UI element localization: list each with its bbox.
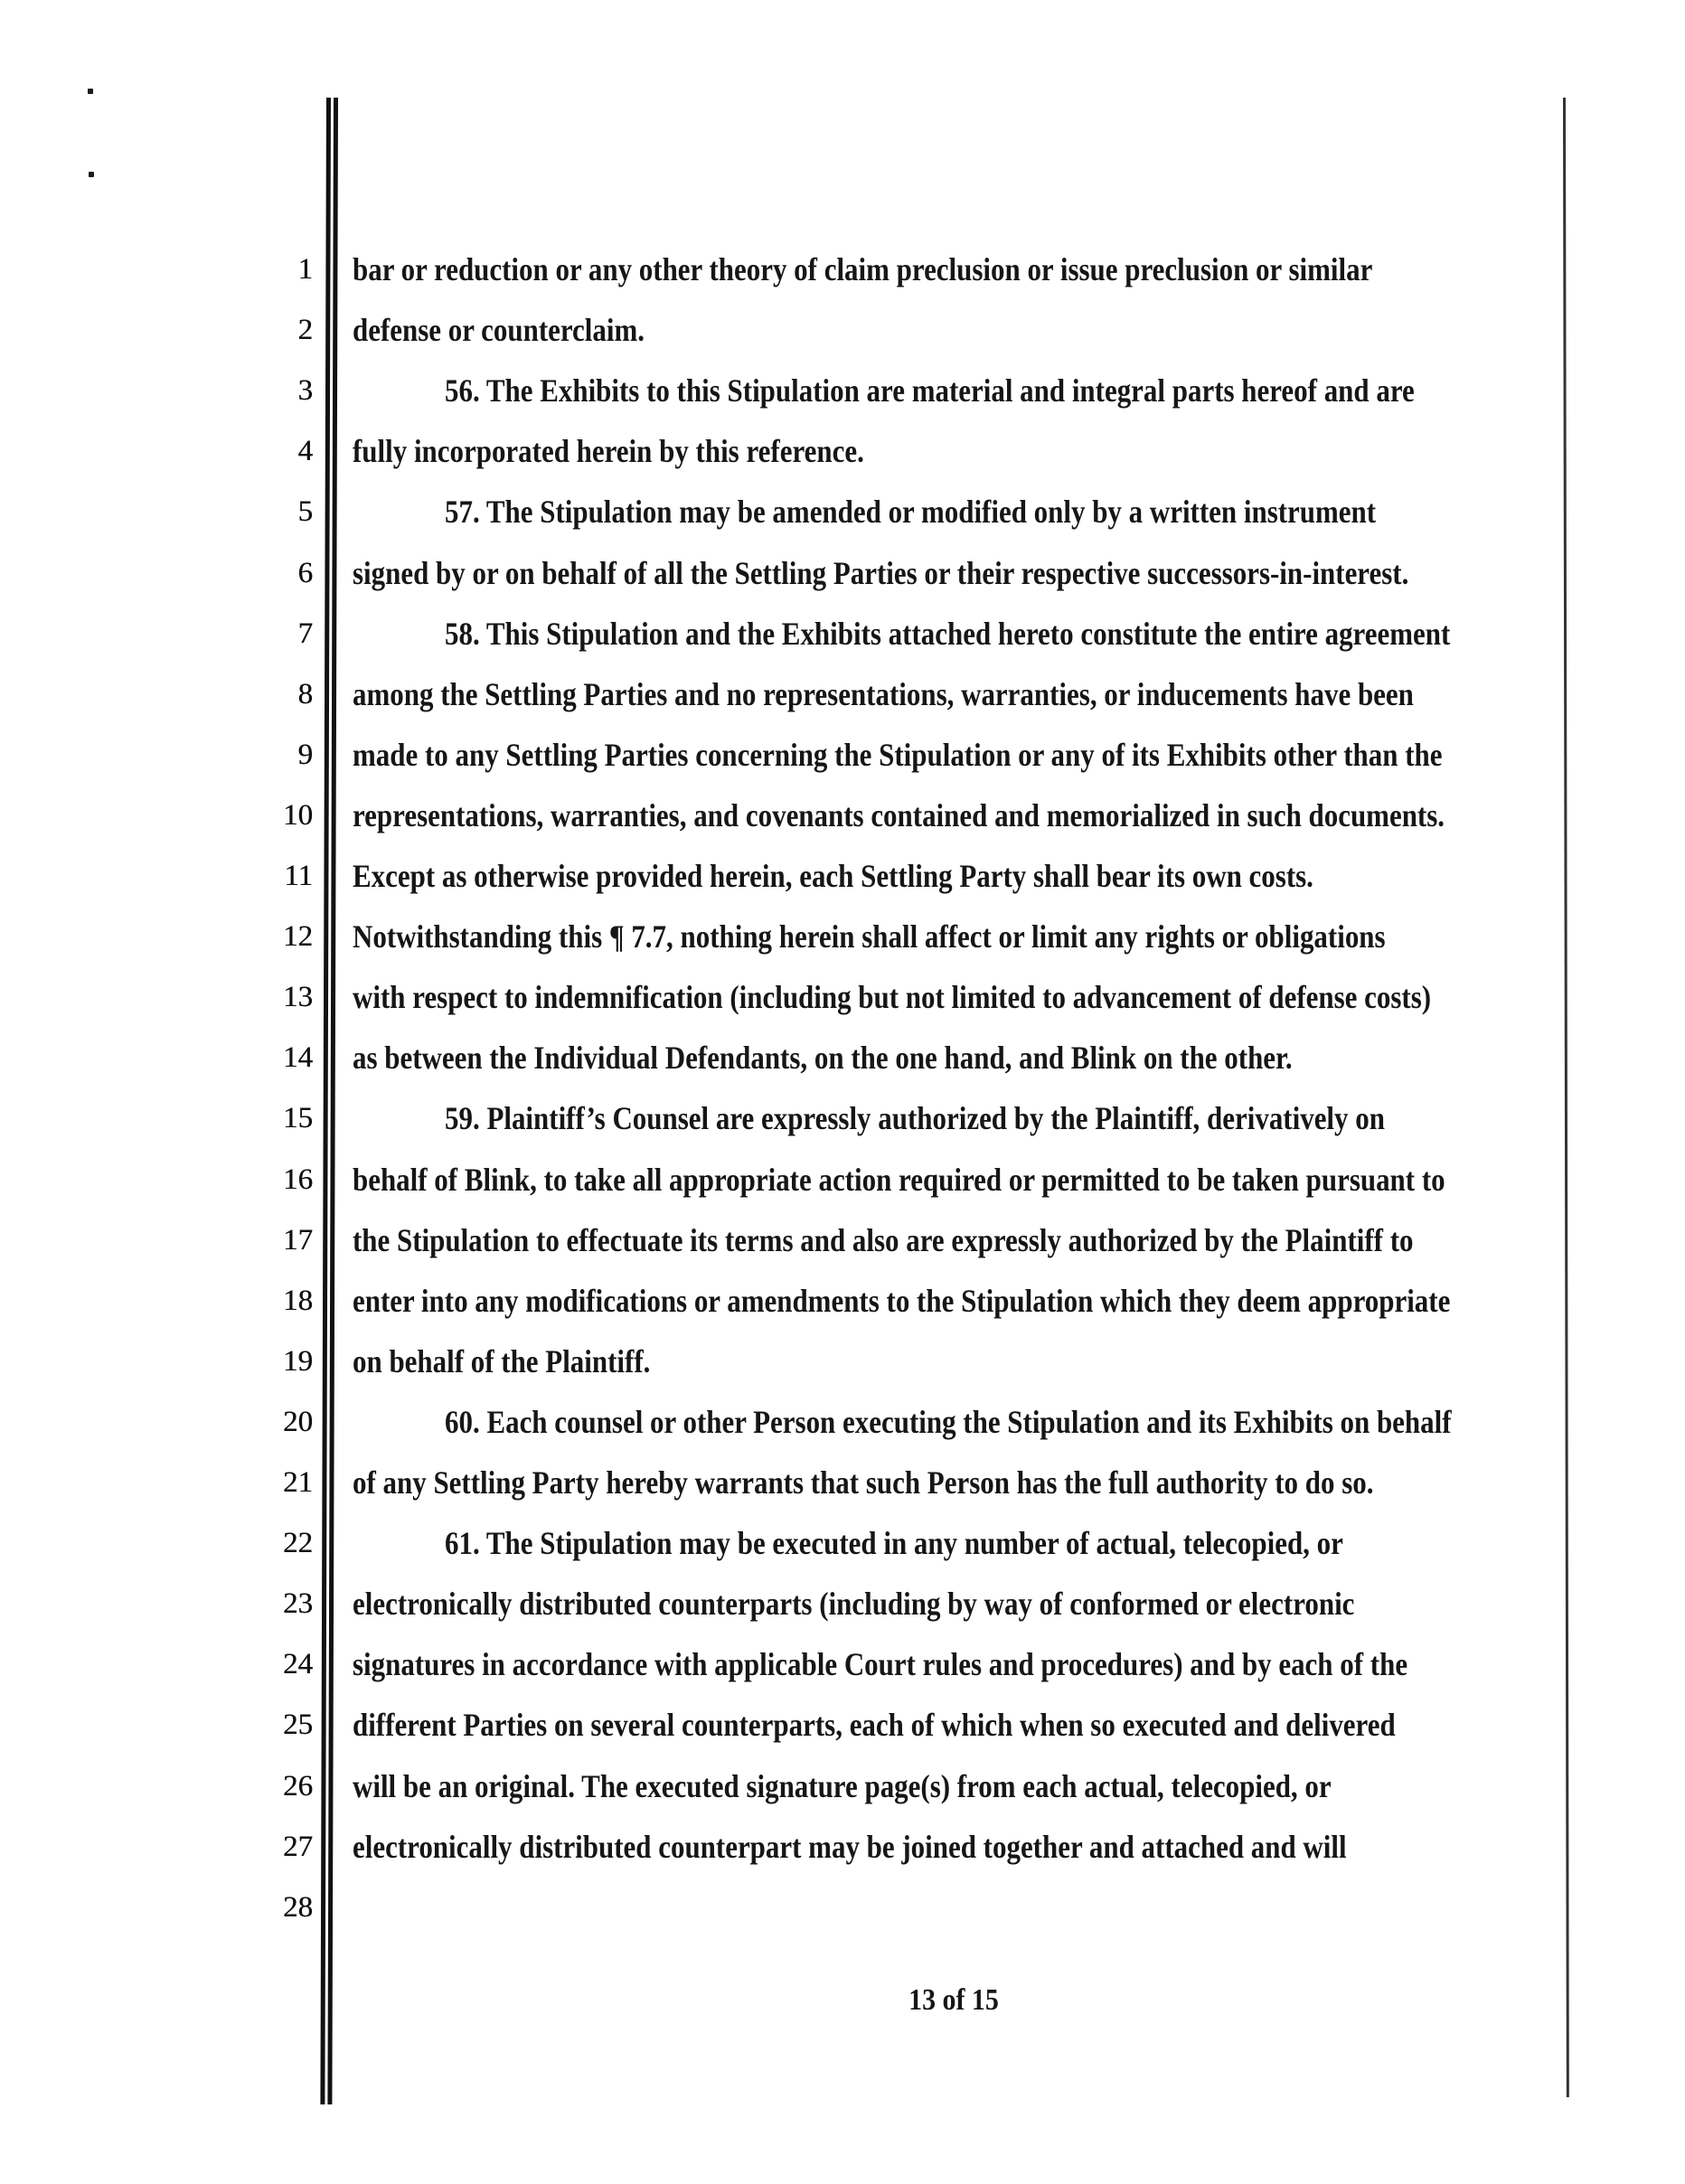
text-line: bar or reduction or any other theory of claim preclusion or issue preclusion or similar (353, 251, 1373, 287)
line-number: 5 (297, 495, 313, 529)
line-number: 26 (283, 1769, 313, 1803)
line-number: 21 (283, 1466, 313, 1499)
line-number: 17 (283, 1223, 313, 1257)
text-line: with respect to indemnification (including but not limited to advancement of defense costs) (353, 979, 1432, 1016)
text-line: as between the Individual Defendants, on the one hand, and Blink on the other. (353, 1040, 1293, 1077)
scan-speck (88, 89, 93, 94)
text-line: electronically distributed counterpart may be joined together and attached and will (353, 1828, 1347, 1865)
line-number: 9 (297, 738, 313, 771)
text-line: representations, warranties, and covenants contained and memorialized in such documents. (353, 796, 1445, 833)
line-number: 28 (283, 1890, 313, 1924)
text-line: signatures in accordance with applicable Court rules and procedures) and by each of the (353, 1646, 1408, 1683)
text-line: on behalf of the Plaintiff. (353, 1342, 651, 1379)
text-line: 56. The Exhibits to this Stipulation are material and integral parts hereof and are (445, 372, 1415, 410)
text-line: enter into any modifications or amendments to the Stipulation which they deem appropriate (353, 1282, 1451, 1319)
text-line: among the Settling Parties and no representations, warranties, or inducements have been (353, 675, 1414, 712)
line-number: 27 (283, 1830, 313, 1863)
line-number: 3 (297, 374, 313, 408)
text-line: 60. Each counsel or other Person executing the Stipulation and its Exhibits on behalf (445, 1403, 1452, 1440)
line-number: 11 (284, 860, 313, 892)
line-number: 18 (283, 1284, 313, 1317)
line-number: 23 (283, 1587, 313, 1621)
right-margin-rule (1563, 98, 1569, 2097)
line-number: 15 (283, 1102, 313, 1135)
line-number: 8 (297, 677, 313, 711)
text-line: 57. The Stipulation may be amended or modified only by a written instrument (445, 494, 1377, 531)
line-number: 2 (297, 314, 313, 347)
text-line: electronically distributed counterparts (including by way of conformed or electronic (353, 1586, 1355, 1623)
text-line: 58. This Stipulation and the Exhibits attached hereto constitute the entire agreement (445, 615, 1451, 652)
text-line: 59. Plaintiff’s Counsel are expressly authorized by the Plaintiff, derivatively on (445, 1100, 1385, 1137)
line-number: 13 (283, 981, 313, 1014)
line-number: 16 (283, 1163, 313, 1196)
text-line: 61. The Stipulation may be executed in any number of actual, telecopied, or (445, 1525, 1343, 1562)
text-line: different Parties on several counterparts, each of which when so executed and delivered (353, 1707, 1396, 1744)
line-number: 6 (297, 556, 313, 589)
line-number: 14 (283, 1041, 313, 1075)
line-number: 1 (297, 253, 313, 286)
text-line: signed by or on behalf of all the Settling Parties or their respective successors-in-interest. (353, 554, 1409, 591)
page-number: 13 of 15 (908, 1983, 999, 2017)
text-line: of any Settling Party hereby warrants that such Person has the full authority to do so. (353, 1464, 1374, 1501)
text-line: behalf of Blink, to take all appropriate action required or permitted to be taken pursuant to (353, 1161, 1445, 1198)
scan-speck (89, 172, 94, 177)
line-number: 10 (283, 798, 313, 832)
text-line: the Stipulation to effectuate its terms and also are expressly authorized by the Plaintiff to (353, 1221, 1414, 1258)
text-line: Notwithstanding this ¶ 7.7, nothing herein shall affect or limit any rights or obligations (353, 918, 1386, 956)
text-line: made to any Settling Parties concerning the Stipulation or any of its Exhibits other than the (353, 736, 1443, 773)
line-number: 7 (297, 617, 313, 650)
text-line: defense or counterclaim. (353, 312, 645, 349)
line-number: 19 (283, 1344, 313, 1378)
text-line: Except as otherwise provided herein, each Settling Party shall bear its own costs. (353, 858, 1313, 894)
text-line: will be an original. The executed signature page(s) from each actual, telecopied, or (353, 1767, 1332, 1804)
line-number: 22 (283, 1527, 313, 1560)
line-number: 24 (283, 1648, 313, 1681)
line-number: 12 (283, 920, 313, 954)
line-number: 25 (283, 1709, 313, 1742)
text-line: fully incorporated herein by this reference. (353, 433, 864, 470)
line-number: 4 (297, 435, 313, 468)
line-number: 20 (283, 1405, 313, 1438)
